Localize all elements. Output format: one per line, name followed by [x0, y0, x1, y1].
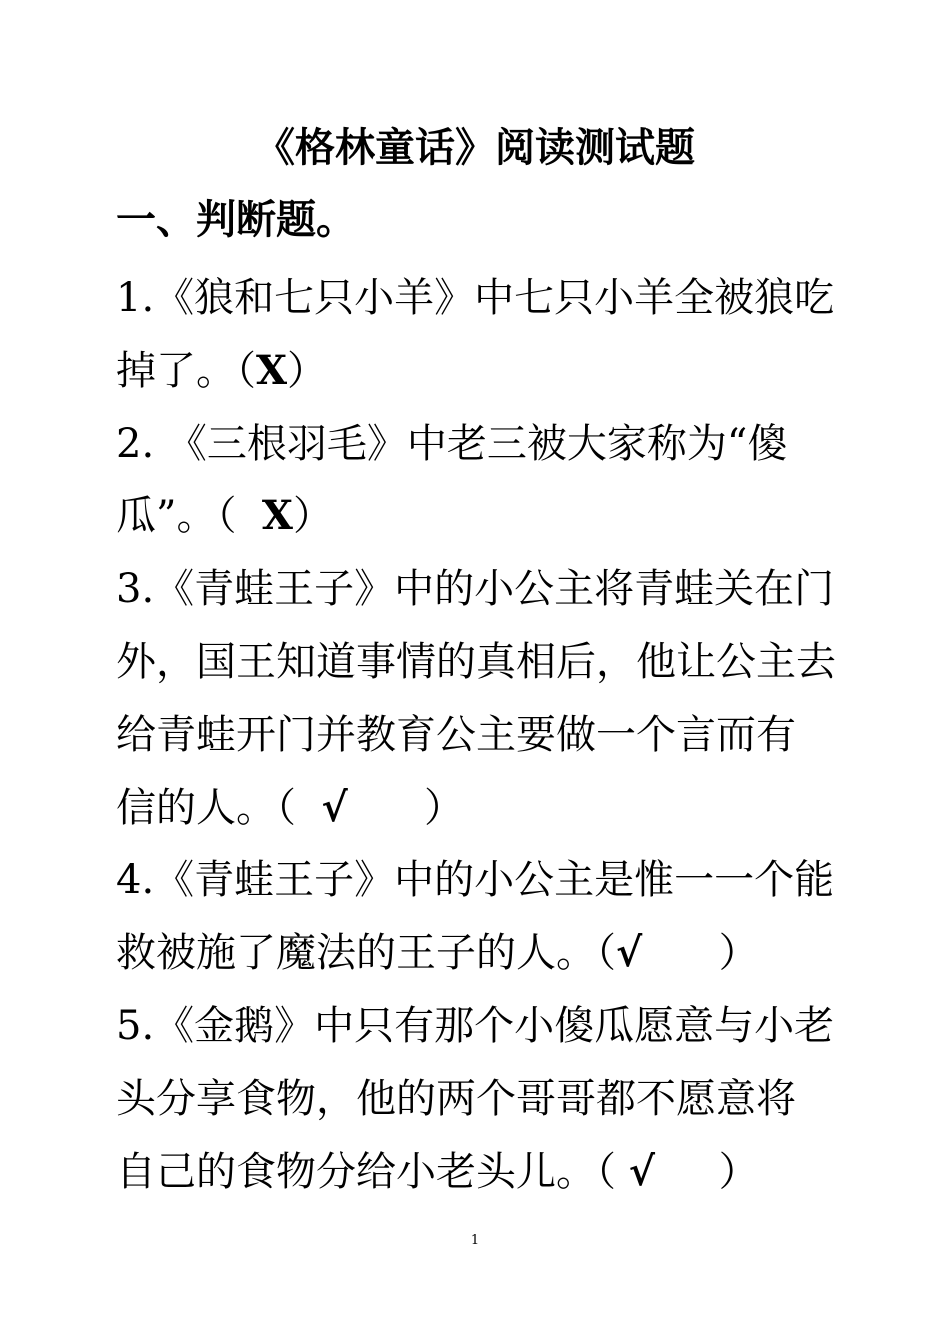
answer-close-paren: ）: [642, 930, 759, 977]
question-text-line: [116, 917, 846, 990]
question-text-line: 头分享食物，他的两个哥哥都不愿意将: [116, 1075, 796, 1122]
section-heading: 一、判断题。: [116, 196, 356, 243]
question-item: [116, 262, 846, 408]
answer-close-paren: ）: [347, 784, 465, 831]
question-text-line: 5.《金鹅》中只有那个小傻瓜愿意与小老: [116, 1002, 835, 1049]
answer-mark: X: [256, 346, 288, 394]
question-text-line: [116, 1136, 846, 1209]
question-text: 救被施了魔法的王子的人。（: [116, 930, 616, 977]
answer-mark: X: [261, 492, 293, 540]
question-list: [116, 262, 846, 1208]
question-text: 信的人。（: [116, 784, 322, 831]
answer-close-paren: ）: [292, 493, 333, 540]
question-text-line: [116, 772, 846, 845]
question-text-line: 给青蛙开门并教育公主要做一个言而有: [116, 711, 796, 758]
question-text-line: [116, 480, 846, 553]
answer-mark: √: [321, 783, 348, 831]
question-item: [116, 990, 846, 1208]
question-text: 瓜”。（: [116, 493, 262, 540]
question-text: 自己的食物分给小老头儿。（: [116, 1148, 629, 1195]
document-title: 《格林童话》阅读测试题: [255, 124, 695, 171]
answer-mark: √: [628, 1147, 656, 1195]
question-item: [116, 844, 846, 990]
question-text-line: 2. 《三根羽毛》中老三被大家称为“傻: [116, 420, 788, 467]
page-number: 1: [470, 1233, 480, 1248]
question-text-line: 1.《狼和七只小羊》中七只小羊全被狼吃: [116, 275, 835, 321]
question-text-line: 4.《青蛙王子》中的小公主是惟一一个能: [116, 857, 835, 904]
question-text: 掉了。（: [116, 347, 256, 394]
question-text-line: [116, 335, 846, 408]
answer-close-paren: ）: [287, 347, 328, 394]
answer-close-paren: ）: [655, 1148, 759, 1195]
question-text-line: 3.《青蛙王子》中的小公主将青蛙关在门: [116, 566, 835, 613]
question-text-line: 外，国王知道事情的真相后，他让公主去: [116, 638, 836, 685]
question-item: [116, 408, 846, 554]
answer-mark: √: [616, 929, 643, 977]
question-item: [116, 553, 846, 844]
